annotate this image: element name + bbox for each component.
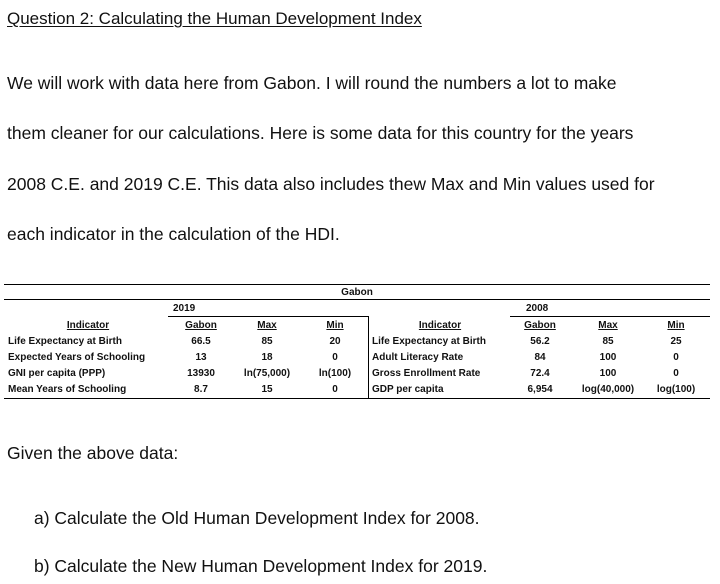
row-2008-4-indicator: GDP per capita: [372, 384, 444, 395]
header-2008-gabon: Gabon: [524, 320, 556, 331]
row-2019-2-max: 18: [261, 352, 273, 363]
table-divider: [368, 316, 369, 398]
row-2008-2-gabon: 84: [534, 352, 546, 363]
header-2019-indicator: Indicator: [66, 320, 110, 331]
row-2008-2-min: 0: [673, 352, 679, 363]
row-2008-3-max: 100: [599, 368, 617, 379]
gabon-data-table: [4, 284, 710, 402]
table-bottom-rule: [4, 398, 710, 399]
intro-line-4: each indicator in the calculation of the HDI.: [7, 224, 340, 244]
header-2019-min: Min: [326, 320, 344, 331]
row-2019-3-indicator: GNI per capita (PPP): [8, 368, 106, 379]
row-2008-4-gabon: 6,954: [527, 384, 553, 395]
row-2019-3-gabon: 13930: [187, 368, 215, 379]
row-2008-1-gabon: 56.2: [530, 336, 550, 347]
row-2008-3-indicator: Gross Enrollment Rate: [372, 368, 481, 379]
row-2008-2-indicator: Adult Literacy Rate: [372, 352, 464, 363]
question-heading: Question 2: Calculating the Human Development Index: [7, 9, 422, 28]
row-2019-1-max: 85: [261, 336, 273, 347]
row-2019-1-gabon: 66.5: [191, 336, 211, 347]
table-top-rule: [4, 284, 710, 285]
intro-line-2: them cleaner for our calculations. Here is some data for this country for the years: [7, 123, 634, 143]
year-2008-label: 2008: [526, 303, 549, 314]
row-2019-4-min: 0: [332, 384, 338, 395]
table-title: Gabon: [341, 287, 373, 298]
row-2019-4-max: 15: [261, 384, 273, 395]
year-2019-label: 2019: [173, 303, 196, 314]
question-b: b) Calculate the New Human Development Index for 2019.: [34, 556, 488, 576]
table-title-rule: [4, 299, 710, 300]
row-2019-4-gabon: 8.7: [194, 384, 208, 395]
row-2019-4-indicator: Mean Years of Schooling: [8, 384, 127, 395]
row-2008-1-indicator: Life Expectancy at Birth: [372, 336, 486, 347]
question-a: a) Calculate the Old Human Development Index for 2008.: [34, 508, 480, 528]
row-2008-2-max: 100: [599, 352, 617, 363]
year-2019-rule: [168, 316, 368, 317]
intro-line-3: 2008 C.E. and 2019 C.E. This data also includes thew Max and Min values used for: [7, 174, 655, 194]
row-2008-3-gabon: 72.4: [530, 368, 550, 379]
row-2008-4-min: log(100): [656, 384, 696, 395]
header-2019-max: Max: [257, 320, 277, 331]
header-2008-indicator: Indicator: [418, 320, 462, 331]
given-data-text: Given the above data:: [7, 443, 179, 463]
intro-line-1: We will work with data here from Gabon. I will round the numbers a lot to make: [7, 73, 617, 93]
row-2019-1-min: 20: [329, 336, 341, 347]
row-2019-3-max: ln(75,000): [243, 368, 291, 379]
header-2008-max: Max: [598, 320, 618, 331]
row-2008-1-min: 25: [670, 336, 682, 347]
row-2008-1-max: 85: [602, 336, 614, 347]
row-2019-2-indicator: Expected Years of Schooling: [8, 352, 146, 363]
row-2008-4-max: log(40,000): [581, 384, 635, 395]
row-2019-3-min: ln(100): [318, 368, 352, 379]
header-2008-min: Min: [667, 320, 685, 331]
year-2008-rule: [510, 316, 710, 317]
header-2019-gabon: Gabon: [185, 320, 217, 331]
row-2019-2-min: 0: [332, 352, 338, 363]
row-2008-3-min: 0: [673, 368, 679, 379]
row-2019-1-indicator: Life Expectancy at Birth: [8, 336, 122, 347]
row-2019-2-gabon: 13: [195, 352, 207, 363]
